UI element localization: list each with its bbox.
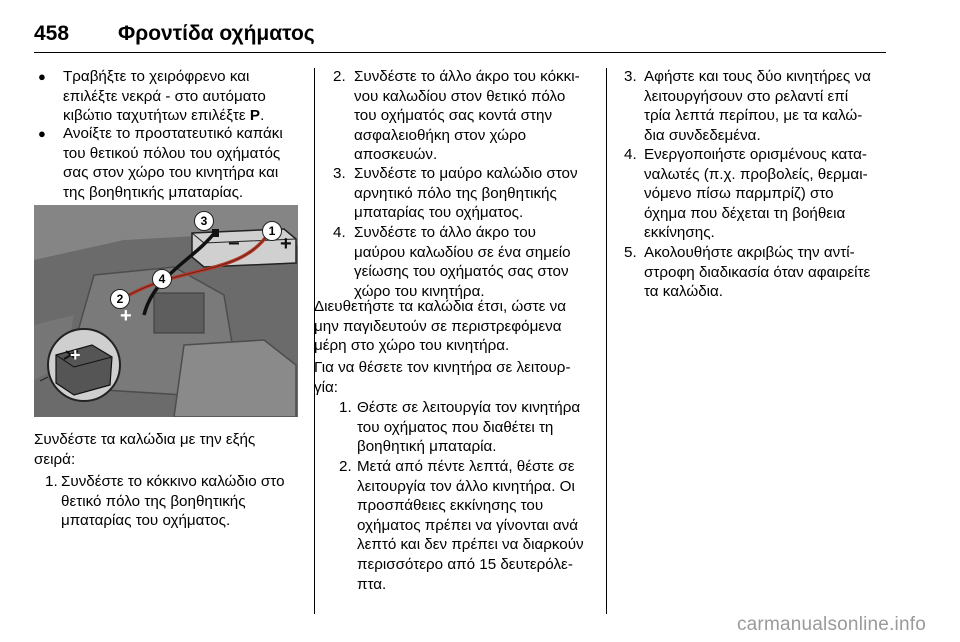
text-line: στροφη διαδικασία όταν αφαιρείτε xyxy=(644,263,871,281)
text-line: αρνητικό πόλο της βοηθητικής xyxy=(354,184,557,202)
negative-sign: − xyxy=(228,233,240,255)
text-line: μπαταρίας του οχήματος. xyxy=(61,512,231,530)
engine-bay-drawing xyxy=(34,205,298,417)
text-line: σας στον χώρο του κινητήρα και xyxy=(63,164,279,182)
gear-p-label: P xyxy=(249,107,261,125)
engine-start-paragraph xyxy=(314,358,604,397)
step-number: 1. xyxy=(339,399,352,416)
text-line: Θέστε σε λειτουργία τον κινητήρα xyxy=(357,399,581,416)
text-line: δια συνδεδεμένα. xyxy=(644,126,761,144)
text-line: μπαταρίας του οχήματος. xyxy=(354,204,524,222)
text-line: Συνδέστε τα καλώδια με την εξής xyxy=(34,431,256,448)
text-line: προσπάθειες εκκίνησης του xyxy=(357,497,544,515)
step-number: 4. xyxy=(333,224,346,241)
text-line xyxy=(63,106,310,126)
text-line: εκκίνησης. xyxy=(644,224,715,242)
page-number: 458 xyxy=(34,22,70,45)
step-number: 1. xyxy=(45,473,58,490)
text-line: του οχήματος που διαθέτει τη xyxy=(357,418,554,436)
text-line: γείωσης του οχήματός σας στον xyxy=(354,263,569,281)
substep-item-2 xyxy=(339,457,604,594)
text-line: τα καλώδια. xyxy=(644,283,724,301)
text-line: λειτουργήσουν στο ρελαντί επί xyxy=(644,87,849,105)
page-title: Φροντίδα οχήματος xyxy=(118,22,315,45)
text-line: Συνδέστε το κόκκινο καλώδιο στο xyxy=(61,473,285,490)
text-line: Ενεργοποιήστε ορισμένους κατα‐ xyxy=(644,146,867,163)
text-line: νου καλωδίου στον θετικό πόλο xyxy=(354,87,566,105)
text-line: ασφαλειοθήκη στον χώρο xyxy=(354,126,527,144)
text-line: αποσκευών. xyxy=(354,146,438,164)
text-line: επιλέξτε νεκρά - στο αυτόματο xyxy=(63,87,266,105)
text-line: λειτουργία τον άλλο κινητήρα. Οι xyxy=(357,477,575,495)
text-line: νόμενο πίσω παρμπρίζ) στο xyxy=(644,185,834,203)
step-item-3b xyxy=(624,67,892,145)
step-item-4b xyxy=(624,145,892,243)
text-line: Συνδέστε το μαύρο καλώδιο στον xyxy=(354,165,578,182)
text-line: Συνδέστε το άλλο άκρο του κόκκι‐ xyxy=(354,68,580,85)
column-divider-2 xyxy=(606,68,607,614)
step-number: 2. xyxy=(333,68,346,85)
step-number: 4. xyxy=(624,146,637,163)
text-span: . xyxy=(260,107,265,125)
text-line: Συνδέστε το άλλο άκρο του xyxy=(354,224,536,241)
bullet-dot-icon: ● xyxy=(38,126,46,141)
step-number: 2. xyxy=(339,458,352,475)
text-line: βοηθητική μπαταρία. xyxy=(357,438,497,456)
step-number: 3. xyxy=(333,165,346,182)
text-line: του θετικού πόλου του οχήματός xyxy=(63,144,281,162)
text-line: του οχήματός σας κοντά στην xyxy=(354,107,553,125)
positive-sign: + xyxy=(120,305,132,327)
text-line: Μετά από πέντε λεπτά, θέστε σε xyxy=(357,458,575,475)
text-line: γία: xyxy=(314,378,338,396)
substep-item-1 xyxy=(339,398,604,457)
text-line: Αφήστε και τους δύο κινητήρες να xyxy=(644,68,871,85)
step-item-5 xyxy=(624,243,892,302)
text-line: ναλωτές (π.χ. προβολείς, θερμαι‐ xyxy=(644,165,868,183)
step-item-2 xyxy=(333,67,603,165)
text-span: κιβώτιο ταχυτήτων επιλέξτε xyxy=(63,107,250,125)
step-item-4 xyxy=(333,223,603,301)
step-item-3 xyxy=(333,164,603,223)
page-header xyxy=(34,0,886,53)
step-number: 5. xyxy=(624,244,637,261)
text-line: Ανοίξτε το προστατευτικό καπάκι xyxy=(63,125,283,142)
text-line: μην παγιδευτούν σε περιστρεφόμενα xyxy=(314,317,562,335)
text-line: πτα. xyxy=(357,575,387,593)
positive-sign: + xyxy=(70,345,81,365)
text-line: Διευθετήστε τα καλώδια έτσι, ώστε να xyxy=(314,298,566,315)
bullet-item-handbrake xyxy=(38,67,310,126)
text-line: θετικό πόλο της βοηθητικής xyxy=(61,492,246,510)
intro-paragraph xyxy=(34,430,310,469)
text-line: της βοηθητικής μπαταρίας. xyxy=(63,183,244,201)
text-line: περισσότερο από 15 δευτερόλε‐ xyxy=(357,555,573,573)
text-line: Ακολουθήστε ακριβώς την αντί‐ xyxy=(644,244,855,261)
text-line: τρία λεπτά περίπου, με τα καλώ‐ xyxy=(644,107,863,125)
text-line: όχημα που δέχεται τη βοήθεια xyxy=(644,204,846,222)
text-line: οχήματος πρέπει να γίνονται ανά xyxy=(357,516,578,534)
callout-1: 1 xyxy=(262,221,282,241)
cable-routing-paragraph xyxy=(314,297,604,356)
text-line: μαύρου καλωδίου σε ένα σημείο xyxy=(354,243,571,261)
callout-3: 3 xyxy=(194,211,214,231)
text-line: σειρά: xyxy=(34,450,76,468)
text-line: λεπτό και δεν πρέπει να διαρκούν xyxy=(357,536,584,554)
watermark: carmanualsonline.info xyxy=(736,614,926,635)
text-line: Τραβήξτε το χειρόφρενο και xyxy=(63,68,250,85)
step-number: 3. xyxy=(624,68,637,85)
text-line: μέρη στο χώρο του κινητήρα. xyxy=(314,337,510,355)
step-item-1 xyxy=(45,472,310,531)
text-line: χώρο του κινητήρα. xyxy=(354,282,485,300)
bullet-item-open-cap xyxy=(38,124,310,202)
bullet-dot-icon: ● xyxy=(38,69,46,84)
callout-4: 4 xyxy=(152,269,172,289)
callout-2: 2 xyxy=(110,289,130,309)
text-line: Για να θέσετε τον κινητήρα σε λειτουρ‐ xyxy=(314,359,571,376)
jump-start-illustration xyxy=(34,205,298,417)
positive-sign: + xyxy=(280,233,292,255)
